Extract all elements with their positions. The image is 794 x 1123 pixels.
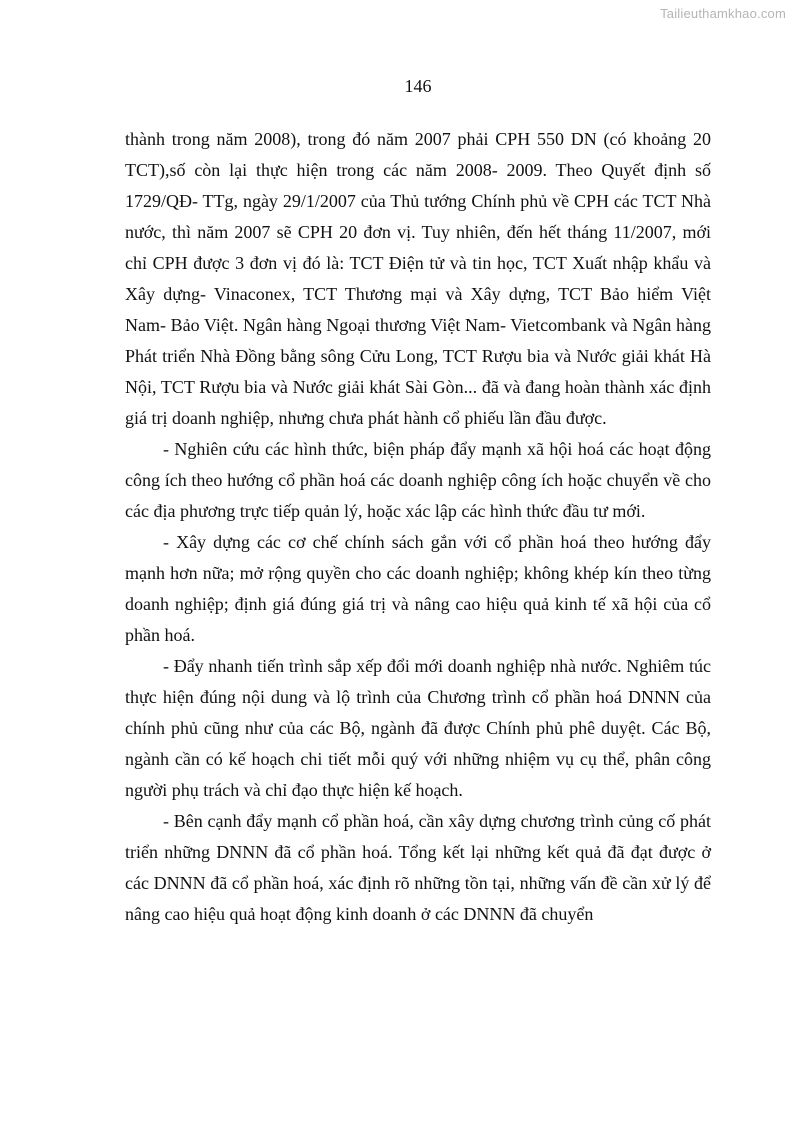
paragraph-consolidation-program: - Bên cạnh đẩy mạnh cổ phần hoá, cần xây dựng chương trình củng cố phát triển những DNNN đã cổ phần hoá. Tổng kết lại những kết quả đã đạt được ở các DNNN đã cổ phần hoá, xác định rõ những tồn tại, những vấn đề cần xử lý để nâng cao hiệu quả hoạt động kinh doanh ở các DNNN đã chuyển xyxy=(125,811,711,924)
paragraph-continuation: thành trong năm 2008), trong đó năm 2007 phải CPH 550 DN (có khoảng 20 TCT),số còn lại thực hiện trong các năm 2008- 2009. Theo Quyết định số 1729/QĐ- TTg, ngày 29/1/2007 của Thủ tướng Chính phủ về CPH các TCT Nhà nước, thì năm 2007 sẽ CPH 20 đơn vị. Tuy nhiên, đến hết tháng 11/2007, mới chỉ CPH được 3 đơn vị đó là: TCT Điện tử và tin học, TCT Xuất nhập khẩu và Xây dựng- Vinaconex, TCT Thương mại và Xây dựng, TCT Bảo hiểm Việt Nam- Bảo Việt. Ngân hàng Ngoại thương Việt Nam- Vietcombank và Ngân hàng Phát triển Nhà Đồng bằng sông Cửu Long, TCT Rượu bia và Nước giải khát Hà Nội, TCT Rượu bia và Nước giải khát Sài Gòn... đã và đang hoàn thành xác định giá trị doanh nghiệp, nhưng chưa phát hành cổ phiếu lần đầu được. xyxy=(125,129,711,428)
paragraph-accelerate-reform: - Đẩy nhanh tiến trình sắp xếp đổi mới doanh nghiệp nhà nước. Nghiêm túc thực hiện đúng nội dung và lộ trình của Chương trình cổ phần hoá DNNN của chính phủ cũng như của các Bộ, ngành đã được Chính phủ phê duyệt. Các Bộ, ngành cần có kế hoạch chi tiết mỗi quý với những nhiệm vụ cụ thể, phân công người phụ trách và chỉ đạo thực hiện kế hoạch. xyxy=(125,656,711,800)
paragraph-social-enterprises: - Nghiên cứu các hình thức, biện pháp đẩy mạnh xã hội hoá các hoạt động công ích theo hướng cổ phần hoá các doanh nghiệp công ích hoặc chuyển về cho các địa phương trực tiếp quản lý, hoặc xác lập các hình thức đầu tư mới. xyxy=(125,439,711,521)
paragraph-policy-mechanisms: - Xây dựng các cơ chế chính sách gắn với cổ phần hoá theo hướng đẩy mạnh hơn nữa; mở rộng quyền cho các doanh nghiệp; không khép kín theo từng doanh nghiệp; định giá đúng giá trị và nâng cao hiệu quả kinh tế xã hội của cổ phần hoá. xyxy=(125,532,711,645)
document-body xyxy=(125,124,711,930)
page-number: 146 xyxy=(404,76,432,96)
watermark: Tailieuthamkhao.com xyxy=(660,6,786,21)
